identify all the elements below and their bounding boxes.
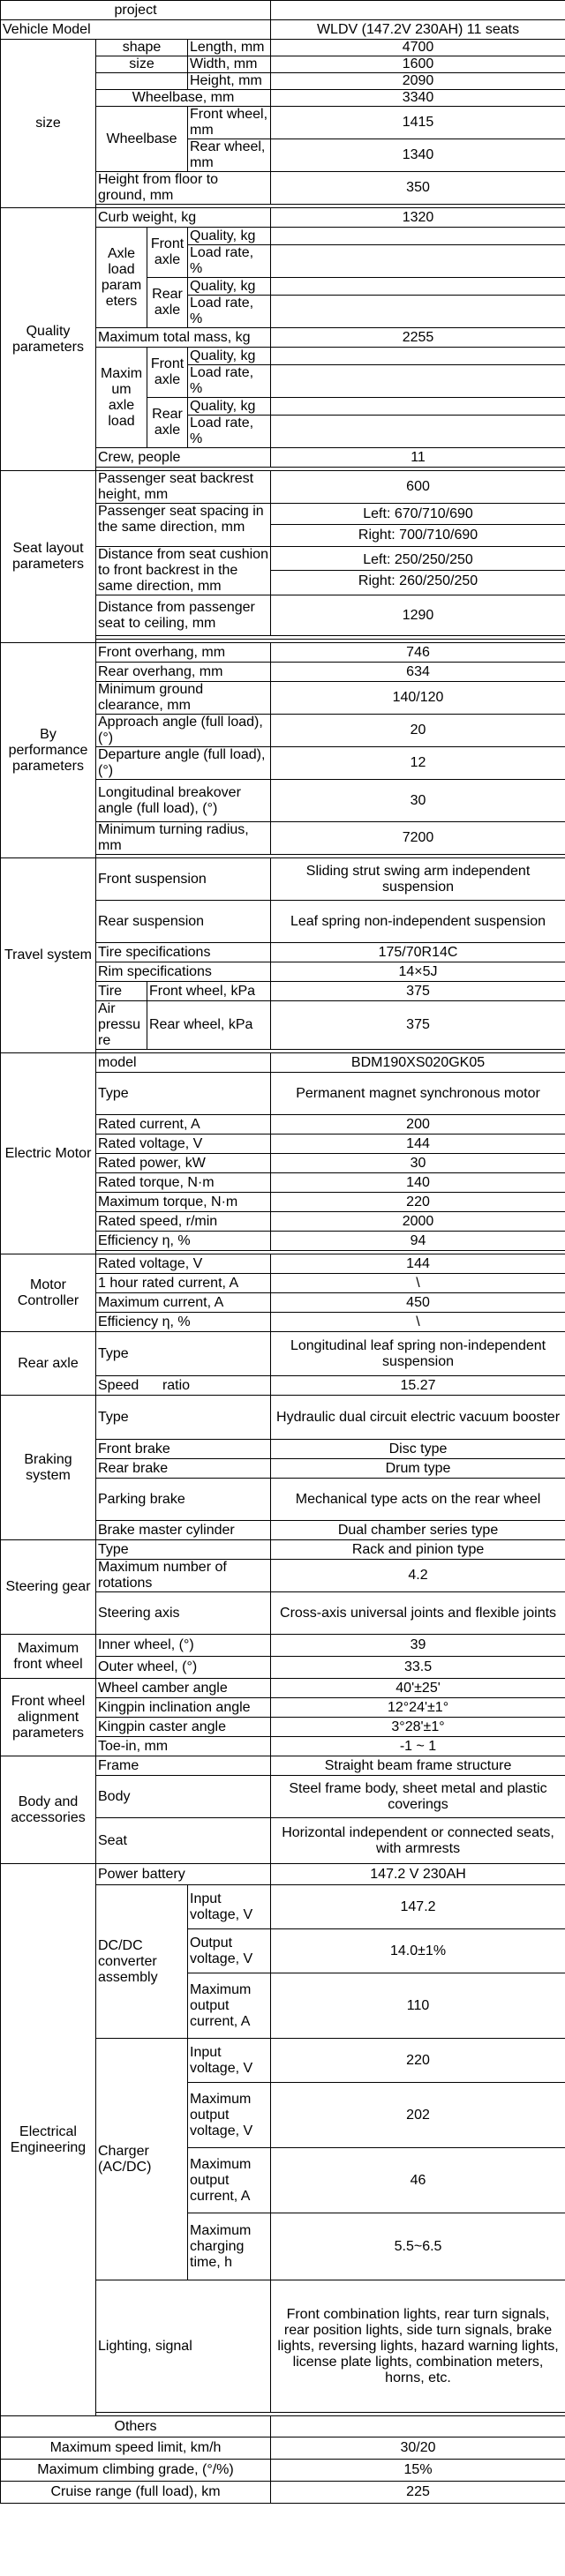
length-value: 4700 bbox=[271, 40, 565, 56]
crew-label: Crew, people bbox=[96, 448, 271, 468]
wheelbase-value: 3340 bbox=[271, 90, 565, 107]
rated-voltage-value: 144 bbox=[271, 1134, 565, 1154]
steering-axis-value: Cross-axis universal joints and flexible joints bbox=[271, 1592, 565, 1635]
blank-cell bbox=[271, 1, 565, 20]
turning-radius-label: Minimum turning radius, mm bbox=[96, 822, 271, 855]
dcdc-output-label: Output voltage, V bbox=[188, 1929, 271, 1973]
toe-in-label: Toe-in, mm bbox=[96, 1737, 271, 1756]
blank-cell bbox=[271, 296, 565, 328]
dcdc-output-value: 14.0±1% bbox=[271, 1929, 565, 1973]
dcdc-current-value: 110 bbox=[271, 1973, 565, 2039]
frame-label: Frame bbox=[96, 1756, 271, 1776]
max-torque-label: Maximum torque, N·m bbox=[96, 1193, 271, 1212]
rear-brake-label: Rear brake bbox=[96, 1459, 271, 1479]
climbing-grade-value: 15% bbox=[271, 2460, 565, 2482]
section-seat: Seat layout parameters bbox=[1, 471, 96, 643]
tire-label: Tire bbox=[96, 982, 147, 1001]
departure-angle-value: 12 bbox=[271, 747, 565, 780]
brake-type-label: Type bbox=[96, 1396, 271, 1440]
height-label: Height, mm bbox=[188, 73, 271, 90]
turning-radius-value: 7200 bbox=[271, 822, 565, 855]
charger-label: Charger (AC/DC) bbox=[96, 2039, 188, 2280]
seat-spacing-right: Right: 700/710/690 bbox=[358, 528, 478, 543]
rear-suspension-value: Leaf spring non-independent suspension bbox=[271, 901, 565, 943]
cushion-distance-label: Distance from seat cushion to front backrest in the same direction, mm bbox=[96, 547, 271, 595]
load-rate-label: Load rate, % bbox=[188, 245, 271, 278]
crew-value: 11 bbox=[271, 448, 565, 468]
floor-height-label: Height from floor to ground, mm bbox=[96, 172, 271, 205]
table-row bbox=[1, 20, 565, 40]
floor-height-value: 350 bbox=[271, 172, 565, 205]
battery-value: 147.2 V 230AH bbox=[271, 1864, 565, 1885]
load-rate-label: Load rate, % bbox=[188, 416, 271, 448]
seat-spacing-left: Left: 670/710/690 bbox=[271, 504, 565, 525]
section-steering: Steering gear bbox=[1, 1540, 96, 1635]
air-pressure-label: Air pressure bbox=[96, 1001, 147, 1050]
body-value: Steel frame body, sheet metal and plastic coverings bbox=[271, 1776, 565, 1818]
front-axle-label: Front axle bbox=[147, 228, 188, 278]
steering-axis-label: Steering axis bbox=[96, 1592, 271, 1635]
rear-axle-type-label: Type bbox=[96, 1332, 271, 1376]
controller-voltage-value: 144 bbox=[271, 1254, 565, 1274]
kingpin-value: 12°24'±1° bbox=[271, 1698, 565, 1718]
dcdc-input-value: 147.2 bbox=[271, 1885, 565, 1929]
controller-voltage-label: Rated voltage, V bbox=[96, 1254, 271, 1274]
departure-angle-label: Departure angle (full load), (°) bbox=[96, 747, 271, 780]
seat-value: Horizontal independent or connected seats, with armrests bbox=[271, 1818, 565, 1864]
charger-input-value: 220 bbox=[271, 2039, 565, 2083]
motor-model-label: model bbox=[96, 1053, 271, 1073]
rear-wheel-label: Rear wheel, mm bbox=[188, 139, 271, 172]
rear-overhang-label: Rear overhang, mm bbox=[96, 663, 271, 682]
rear-brake-value: Drum type bbox=[271, 1459, 565, 1479]
blank-cell bbox=[271, 416, 565, 448]
rear-wheel-value: 1340 bbox=[271, 139, 565, 172]
seat-spacing-label: Passenger seat spacing in the same direction, mm bbox=[96, 504, 271, 547]
breakover-angle-value: 30 bbox=[271, 780, 565, 822]
backrest-height-value: 600 bbox=[271, 471, 565, 504]
rated-torque-value: 140 bbox=[271, 1173, 565, 1193]
tire-spec-value: 175/70R14C bbox=[271, 943, 565, 962]
quality-kg-label: Quality, kg bbox=[188, 398, 271, 416]
cruise-range-label: Cruise range (full load), km bbox=[1, 2482, 271, 2504]
rated-current-value: 200 bbox=[271, 1115, 565, 1134]
vehicle-model-label: Vehicle Model bbox=[1, 20, 271, 40]
project-header: project bbox=[1, 1, 271, 20]
outer-wheel-label: Outer wheel, (°) bbox=[96, 1657, 271, 1679]
charger-output-label: Maximum output voltage, V bbox=[188, 2083, 271, 2148]
hour-current-label: 1 hour rated current, A bbox=[96, 1274, 271, 1293]
master-cylinder-value: Dual chamber series type bbox=[271, 1521, 565, 1540]
length-label: Length, mm bbox=[188, 40, 271, 56]
vehicle-model-value: WLDV (147.2V 230AH) 11 seats bbox=[271, 20, 565, 40]
rated-speed-label: Rated speed, r/min bbox=[96, 1212, 271, 1232]
rated-voltage-label: Rated voltage, V bbox=[96, 1134, 271, 1154]
front-kpa-label: Front wheel, kPa bbox=[147, 982, 271, 1001]
rear-axle-type-value: Longitudinal leaf spring non-independent suspension bbox=[271, 1332, 565, 1376]
outer-wheel-value: 33.5 bbox=[271, 1657, 565, 1679]
rear-overhang-value: 634 bbox=[271, 663, 565, 682]
toe-in-value: -1 ~ 1 bbox=[271, 1737, 565, 1756]
motor-type-label: Type bbox=[96, 1073, 271, 1115]
blank-cell bbox=[271, 245, 565, 278]
width-label: Width, mm bbox=[188, 56, 271, 73]
motor-efficiency-value: 94 bbox=[271, 1232, 565, 1251]
height-value: 2090 bbox=[271, 73, 565, 90]
curb-weight-value: 1320 bbox=[271, 208, 565, 228]
max-total-mass-label: Maximum total mass, kg bbox=[96, 328, 271, 348]
breakover-angle-label: Longitudinal breakover angle (full load), (°) bbox=[96, 780, 271, 822]
section-motor: Electric Motor bbox=[1, 1053, 96, 1254]
rear-axle-label: Rear axle bbox=[147, 398, 188, 448]
body-label: Body bbox=[96, 1776, 271, 1818]
section-controller: Motor Controller bbox=[1, 1254, 96, 1332]
front-suspension-label: Front suspension bbox=[96, 858, 271, 901]
blank-cell bbox=[271, 348, 565, 365]
charging-time-label: Maximum charging time, h bbox=[188, 2213, 271, 2280]
section-others: Others bbox=[1, 2416, 271, 2437]
ground-clearance-label: Minimum ground clearance, mm bbox=[96, 682, 271, 715]
master-cylinder-label: Brake master cylinder bbox=[96, 1521, 271, 1540]
blank-cell bbox=[271, 228, 565, 245]
front-wheel-value: 1415 bbox=[271, 107, 565, 139]
table-row bbox=[1, 1, 565, 20]
section-max-front-wheel: Maximum front wheel bbox=[1, 1635, 96, 1679]
section-body: Body and accessories bbox=[1, 1756, 96, 1864]
controller-max-current-value: 450 bbox=[271, 1293, 565, 1313]
climbing-grade-label: Maximum climbing grade, (°/%) bbox=[1, 2460, 271, 2482]
rotations-label: Maximum number of rotations bbox=[96, 1560, 271, 1592]
speed-ratio-value: 15.27 bbox=[271, 1376, 565, 1396]
front-suspension-value: Sliding strut swing arm independent suspension bbox=[271, 858, 565, 901]
lighting-value: Front combination lights, rear turn signals, rear position lights, side turn signals, brake lights, reversing lights, hazard warning lights, license plate lights, combination meters, horns, etc. bbox=[271, 2280, 565, 2413]
rated-current-label: Rated current, A bbox=[96, 1115, 271, 1134]
rim-spec-value: 14×5J bbox=[271, 962, 565, 982]
ceiling-distance-value: 1290 bbox=[271, 595, 565, 636]
front-wheel-label: Front wheel, mm bbox=[188, 107, 271, 139]
cruise-range-value: 225 bbox=[271, 2482, 565, 2504]
blank-cell bbox=[271, 278, 565, 296]
lighting-label: Lighting, signal bbox=[96, 2280, 271, 2413]
controller-max-current-label: Maximum current, A bbox=[96, 1293, 271, 1313]
camber-label: Wheel camber angle bbox=[96, 1679, 271, 1698]
dcdc-input-label: Input voltage, V bbox=[188, 1885, 271, 1929]
axle-load-label: Axle load parameters bbox=[96, 228, 147, 328]
width-value: 1600 bbox=[271, 56, 565, 73]
load-rate-label: Load rate, % bbox=[188, 365, 271, 398]
max-speed-value: 30/20 bbox=[271, 2437, 565, 2460]
inner-wheel-label: Inner wheel, (°) bbox=[96, 1635, 271, 1657]
front-overhang-value: 746 bbox=[271, 643, 565, 663]
seat-spacing-values bbox=[271, 504, 565, 547]
rear-kpa-label: Rear wheel, kPa bbox=[147, 1001, 271, 1050]
parking-brake-value: Mechanical type acts on the rear wheel bbox=[271, 1479, 565, 1521]
kingpin-label: Kingpin inclination angle bbox=[96, 1698, 271, 1718]
frame-value: Straight beam frame structure bbox=[271, 1756, 565, 1776]
size-label: size bbox=[96, 56, 188, 73]
front-kpa-value: 375 bbox=[271, 982, 565, 1001]
controller-efficiency-value: \ bbox=[271, 1313, 565, 1332]
brake-type-value: Hydraulic dual circuit electric vacuum booster bbox=[271, 1396, 565, 1440]
quality-kg-label: Quality, kg bbox=[188, 348, 271, 365]
rear-kpa-value: 375 bbox=[271, 1001, 565, 1050]
section-rear-axle: Rear axle bbox=[1, 1332, 96, 1396]
rim-spec-label: Rim specifications bbox=[96, 962, 271, 982]
steering-type-label: Type bbox=[96, 1540, 271, 1560]
section-alignment: Front wheel alignment parameters bbox=[1, 1679, 96, 1756]
controller-efficiency-label: Efficiency η, % bbox=[96, 1313, 271, 1332]
rotations-value: 4.2 bbox=[271, 1560, 565, 1592]
approach-angle-label: Approach angle (full load), (°) bbox=[96, 715, 271, 747]
section-size: size bbox=[1, 40, 96, 208]
section-travel: Travel system bbox=[1, 858, 96, 1053]
curb-weight-label: Curb weight, kg bbox=[96, 208, 271, 228]
max-speed-label: Maximum speed limit, km/h bbox=[1, 2437, 271, 2460]
cushion-left: Left: 250/250/250 bbox=[271, 550, 565, 571]
rear-suspension-label: Rear suspension bbox=[96, 901, 271, 943]
max-total-mass-value: 2255 bbox=[271, 328, 565, 348]
steering-type-value: Rack and pinion type bbox=[271, 1540, 565, 1560]
caster-label: Kingpin caster angle bbox=[96, 1718, 271, 1737]
motor-efficiency-label: Efficiency η, % bbox=[96, 1232, 271, 1251]
section-performance: By performance parameters bbox=[1, 643, 96, 858]
cushion-right: Right: 260/250/250 bbox=[358, 573, 478, 588]
load-rate-label: Load rate, % bbox=[188, 296, 271, 328]
blank-cell bbox=[271, 365, 565, 398]
ground-clearance-value: 140/120 bbox=[271, 682, 565, 715]
blank-cell bbox=[271, 398, 565, 416]
front-overhang-label: Front overhang, mm bbox=[96, 643, 271, 663]
motor-type-value: Permanent magnet synchronous motor bbox=[271, 1073, 565, 1115]
rated-torque-label: Rated torque, N·m bbox=[96, 1173, 271, 1193]
rear-axle-label: Rear axle bbox=[147, 278, 188, 328]
rated-power-value: 30 bbox=[271, 1154, 565, 1173]
max-axle-load-label: Maximum axle load bbox=[96, 348, 147, 448]
battery-label: Power battery bbox=[96, 1864, 271, 1885]
cushion-distance-values bbox=[271, 547, 565, 595]
motor-model-value: BDM190XS020GK05 bbox=[271, 1053, 565, 1073]
approach-angle-value: 20 bbox=[271, 715, 565, 747]
camber-value: 40'±25' bbox=[271, 1679, 565, 1698]
dcdc-label: DC/DC converter assembly bbox=[96, 1885, 188, 2039]
inner-wheel-value: 39 bbox=[271, 1635, 565, 1657]
backrest-height-label: Passenger seat backrest height, mm bbox=[96, 471, 271, 504]
wheelbase-label: Wheelbase, mm bbox=[96, 90, 271, 107]
charging-time-value: 5.5~6.5 bbox=[271, 2213, 565, 2280]
charger-current-value: 46 bbox=[271, 2148, 565, 2213]
rated-power-label: Rated power, kW bbox=[96, 1154, 271, 1173]
front-brake-label: Front brake bbox=[96, 1440, 271, 1459]
max-torque-value: 220 bbox=[271, 1193, 565, 1212]
hour-current-value: \ bbox=[271, 1274, 565, 1293]
wheelbase-group: Wheelbase bbox=[96, 107, 188, 172]
charger-input-label: Input voltage, V bbox=[188, 2039, 271, 2083]
rated-speed-value: 2000 bbox=[271, 1212, 565, 1232]
parking-brake-label: Parking brake bbox=[96, 1479, 271, 1521]
front-axle-label: Front axle bbox=[147, 348, 188, 398]
front-brake-value: Disc type bbox=[271, 1440, 565, 1459]
blank-cell bbox=[271, 2416, 565, 2437]
section-braking: Braking system bbox=[1, 1396, 96, 1540]
seat-label: Seat bbox=[96, 1818, 271, 1864]
ceiling-distance-label: Distance from passenger seat to ceiling, mm bbox=[96, 595, 271, 636]
dcdc-current-label: Maximum output current, A bbox=[188, 1973, 271, 2039]
section-quality: Quality parameters bbox=[1, 208, 96, 471]
caster-value: 3°28'±1° bbox=[271, 1718, 565, 1737]
quality-kg-label: Quality, kg bbox=[188, 278, 271, 296]
charger-current-label: Maximum output current, A bbox=[188, 2148, 271, 2213]
section-electrical: Electrical Engineering bbox=[1, 1864, 96, 2416]
blank-cell bbox=[96, 73, 188, 90]
shape-label: shape bbox=[96, 40, 188, 56]
speed-ratio-label: Speed ratio bbox=[96, 1376, 271, 1396]
tire-spec-label: Tire specifications bbox=[96, 943, 271, 962]
charger-output-value: 202 bbox=[271, 2083, 565, 2148]
quality-kg-label: Quality, kg bbox=[188, 228, 271, 245]
